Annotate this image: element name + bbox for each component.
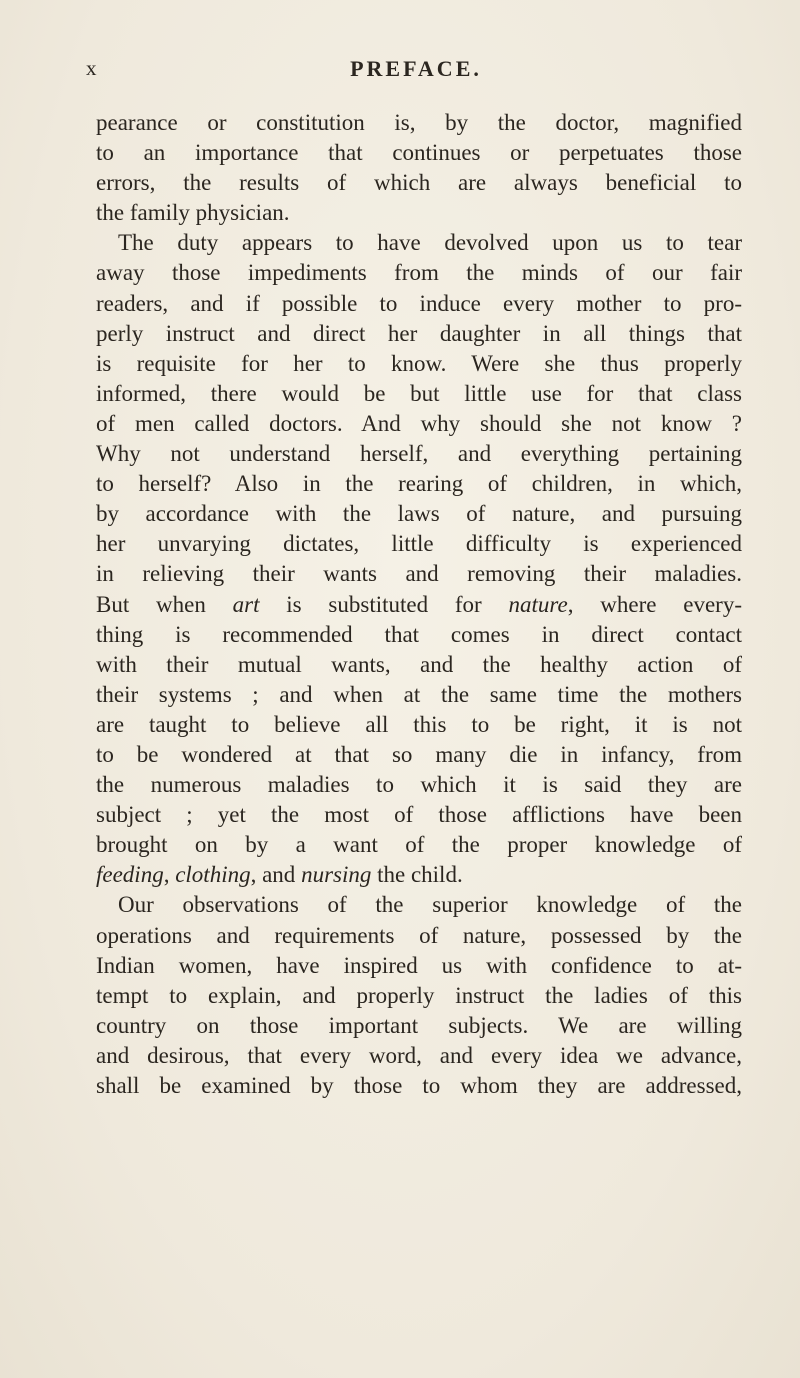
text-line: the numerous maladies to which it is said they are — [96, 772, 742, 798]
text-line: shall be examined by those to whom they are addressed, — [96, 1073, 742, 1098]
text-line: The duty appears to have devolved upon us to tear — [118, 230, 742, 256]
italic-art: art — [232, 591, 260, 617]
text-line: of men called doctors. And why should she not know ? — [96, 410, 742, 436]
text-line: and desirous, that every word, and every idea we advance, — [96, 1042, 742, 1068]
text-line: Our observations of the superior knowledge of the — [118, 892, 742, 918]
text-line: country on those important subjects. We are willing — [96, 1012, 742, 1038]
text-line: pearance or constitution is, by the doctor, magnified — [96, 110, 742, 135]
text-line: to be wondered at that so many die in infancy, from — [96, 741, 742, 767]
text-line: is requisite for her to know. Were she thus properly — [96, 350, 742, 376]
text-line: tempt to explain, and properly instruct the ladies of this — [96, 982, 742, 1008]
text-line: their systems ; and when at the same time the mothers — [96, 681, 742, 707]
text-line: perly instruct and direct her daughter in all things that — [96, 320, 742, 346]
text-line: feeding, clothing, and nursing the child. — [96, 862, 463, 888]
page-number: x — [86, 56, 99, 80]
running-head — [86, 56, 746, 86]
text-line: are taught to believe all this to be right, it is not — [96, 711, 742, 737]
text-line: errors, the results of which are always beneficial to — [96, 170, 742, 196]
body-text — [96, 108, 742, 1101]
text-line: brought on by a want of the proper knowledge of — [96, 832, 742, 858]
italic-nature: nature — [508, 591, 568, 617]
text-line: subject ; yet the most of those afflictions have been — [96, 802, 742, 828]
text-line: Why not understand herself, and everything pertaining — [96, 441, 742, 467]
italic-nursing: nursing — [301, 862, 372, 888]
italic-clothing: clothing — [175, 862, 251, 888]
text-line: the family physician. — [96, 200, 290, 226]
text-line: away those impediments from the minds of our fair — [96, 260, 742, 286]
text-line: operations and requirements of nature, possessed by the — [96, 922, 742, 948]
running-title: PREFACE. — [350, 56, 482, 81]
text-line: informed, there would be but little use for that class — [96, 380, 742, 406]
text-line: in relieving their wants and removing their maladies. — [96, 561, 742, 587]
text-line: readers, and if possible to induce every mother to pro- — [96, 290, 742, 316]
text-line: thing is recommended that comes in direct contact — [96, 621, 742, 647]
text-line: Indian women, have inspired us with confidence to at- — [96, 952, 742, 978]
text-line: to herself? Also in the rearing of children, in which, — [96, 471, 742, 497]
text-line: with their mutual wants, and the healthy action of — [96, 651, 742, 677]
text-line: by accordance with the laws of nature, and pursuing — [96, 501, 742, 527]
text-line: But when art is substituted for nature, where every- — [96, 591, 742, 617]
text-line: to an importance that continues or perpetuates those — [96, 140, 742, 166]
italic-feeding: feeding — [96, 862, 164, 888]
text-line: her unvarying dictates, little difficulty is experienced — [96, 531, 742, 557]
